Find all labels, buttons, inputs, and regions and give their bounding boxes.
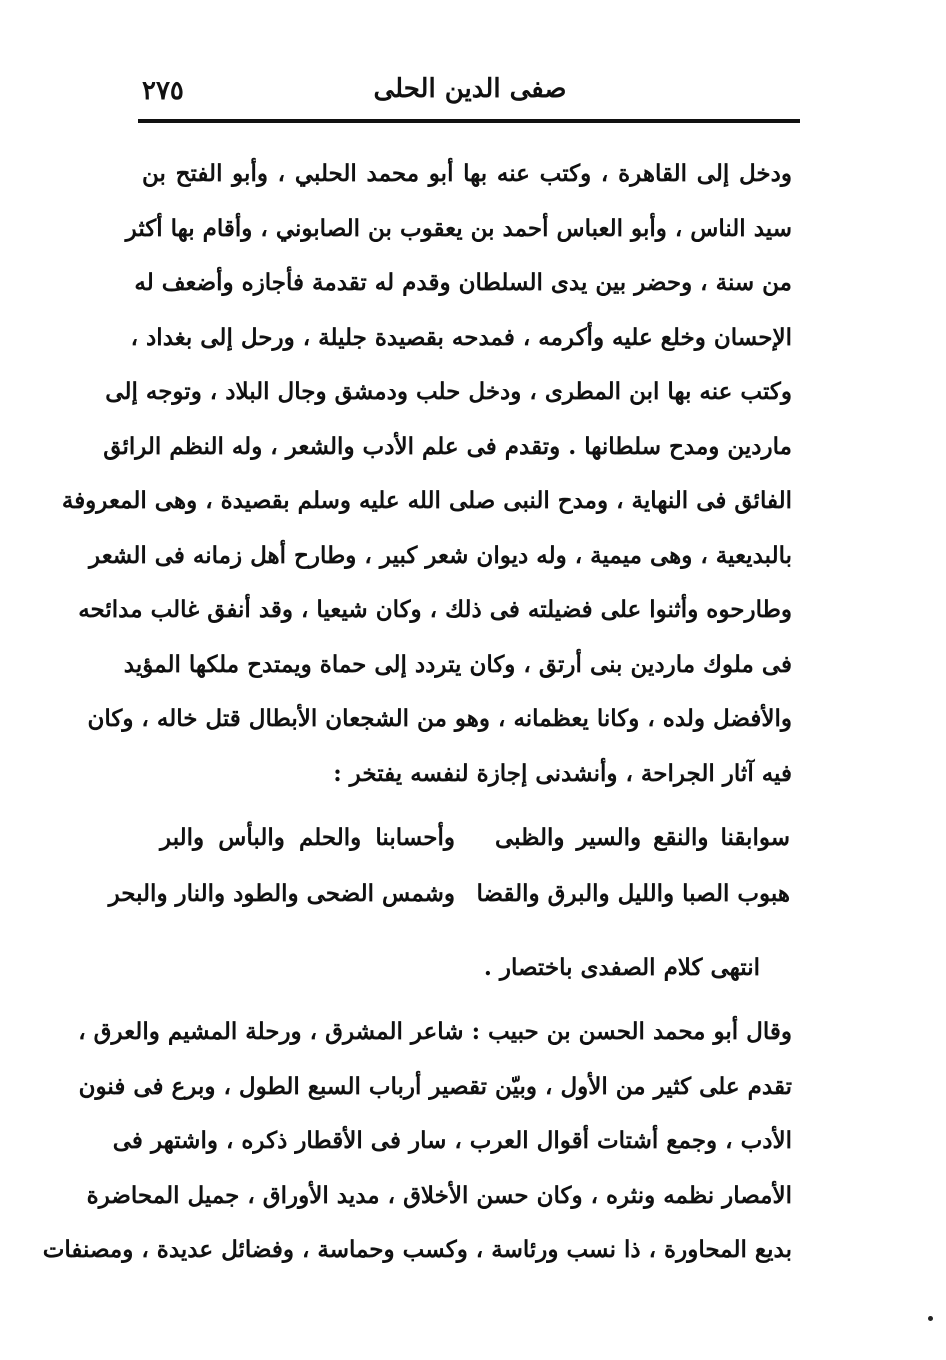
poem-verses [108,810,790,922]
header-rule [138,119,800,123]
text-line: الفائق فى النهاية ، ومدح النبى صلى الله عليه وسلم بقصيدة ، وهى المعروفة [61,487,792,514]
scan-speck [928,1316,933,1321]
text-line: تقدم على كثير من الأول ، وبيّن تقصير أرباب السبع الطول ، وبرع فى فنون [78,1072,792,1100]
verse-second-hemistich: وشمس الضحى والطود والنار والبحر [108,880,455,907]
quotation-end-note: انتهى كلام الصفدى باختصار . [483,954,760,981]
text-line: فى ملوك ماردين بنى أرتق ، وكان يتردد إلى حماة ويمتدح ملكها المؤيد [123,650,792,678]
text-line: سيد الناس ، وأبو العباس أحمد بن يعقوب بن الصابوني ، وأقام بها أكثر [125,214,792,242]
verse-line [108,866,790,922]
text-line: ماردين ومدح سلطانها . وتقدم فى علم الأدب والشعر ، وله النظم الرائق [103,432,792,460]
text-line: فيه آثار الجراحة ، وأنشدنى إجازة لنفسه يفتخر : [333,759,792,787]
page-header [140,70,800,118]
running-title: صفى الدين الحلى [373,74,567,104]
text-line: بالبديعية ، وهى ميمية ، وله ديوان شعر كبير ، وطارح أهل زمانه فى الشعر [89,541,792,569]
text-line: الأدب ، وجمع أشتات أقوال العرب ، سار فى الأقطار ذكره ، واشتهر فى [112,1127,792,1154]
verse-line [160,810,790,866]
text-line: بديع المحاورة ، ذا نسب ورئاسة ، وكسب وحماسة ، وفضائل عديدة ، ومصنفات [42,1236,792,1263]
paragraph-2 [42,1005,792,1278]
verse-first-hemistich: هبوب الصبا والليل والبرق والقضا [476,880,790,907]
text-line: وكتب عنه بها ابن المطرى ، ودخل حلب ودمشق وجال البلاد ، وتوجه إلى [105,378,792,405]
verse-first-hemistich: سوابقنا والنقع والسير والظبى [495,824,790,851]
text-line: وقال أبو محمد الحسن بن حبيب : شاعر المشرق ، ورحلة المشيم والعرق ، [78,1018,792,1045]
text-line: الأمصار نظمه ونثره ، وكان حسن الأخلاق ، مديد الأوراق ، جميل المحاضرة [86,1181,792,1209]
verse-second-hemistich: وأحسابنا والحلم والبأس والبر [160,824,455,851]
text-line: الإحسان وخلع عليه وأكرمه ، فمدحه بقصيدة جليلة ، ورحل إلى بغداد ، [130,323,792,351]
paragraph-1 [61,147,792,801]
page-number: ٢٧٥ [142,76,184,106]
text-line: وطارحوه وأثنوا على فضيلته فى ذلك ، وكان شيعيا ، وقد أنفق غالب مدائحه [78,596,792,623]
text-line: والأفضل ولده ، وكانا يعظمانه ، وهو من الشجعان الأبطال قتل خاله ، وكان [87,705,792,732]
text-line: ودخل إلى القاهرة ، وكتب عنه بها أبو محمد الحلبي ، وأبو الفتح بن [142,160,792,187]
text-line: من سنة ، وحضر بين يدى السلطان وقدم له تقدمة فأجازه وأضعف له [134,269,792,296]
